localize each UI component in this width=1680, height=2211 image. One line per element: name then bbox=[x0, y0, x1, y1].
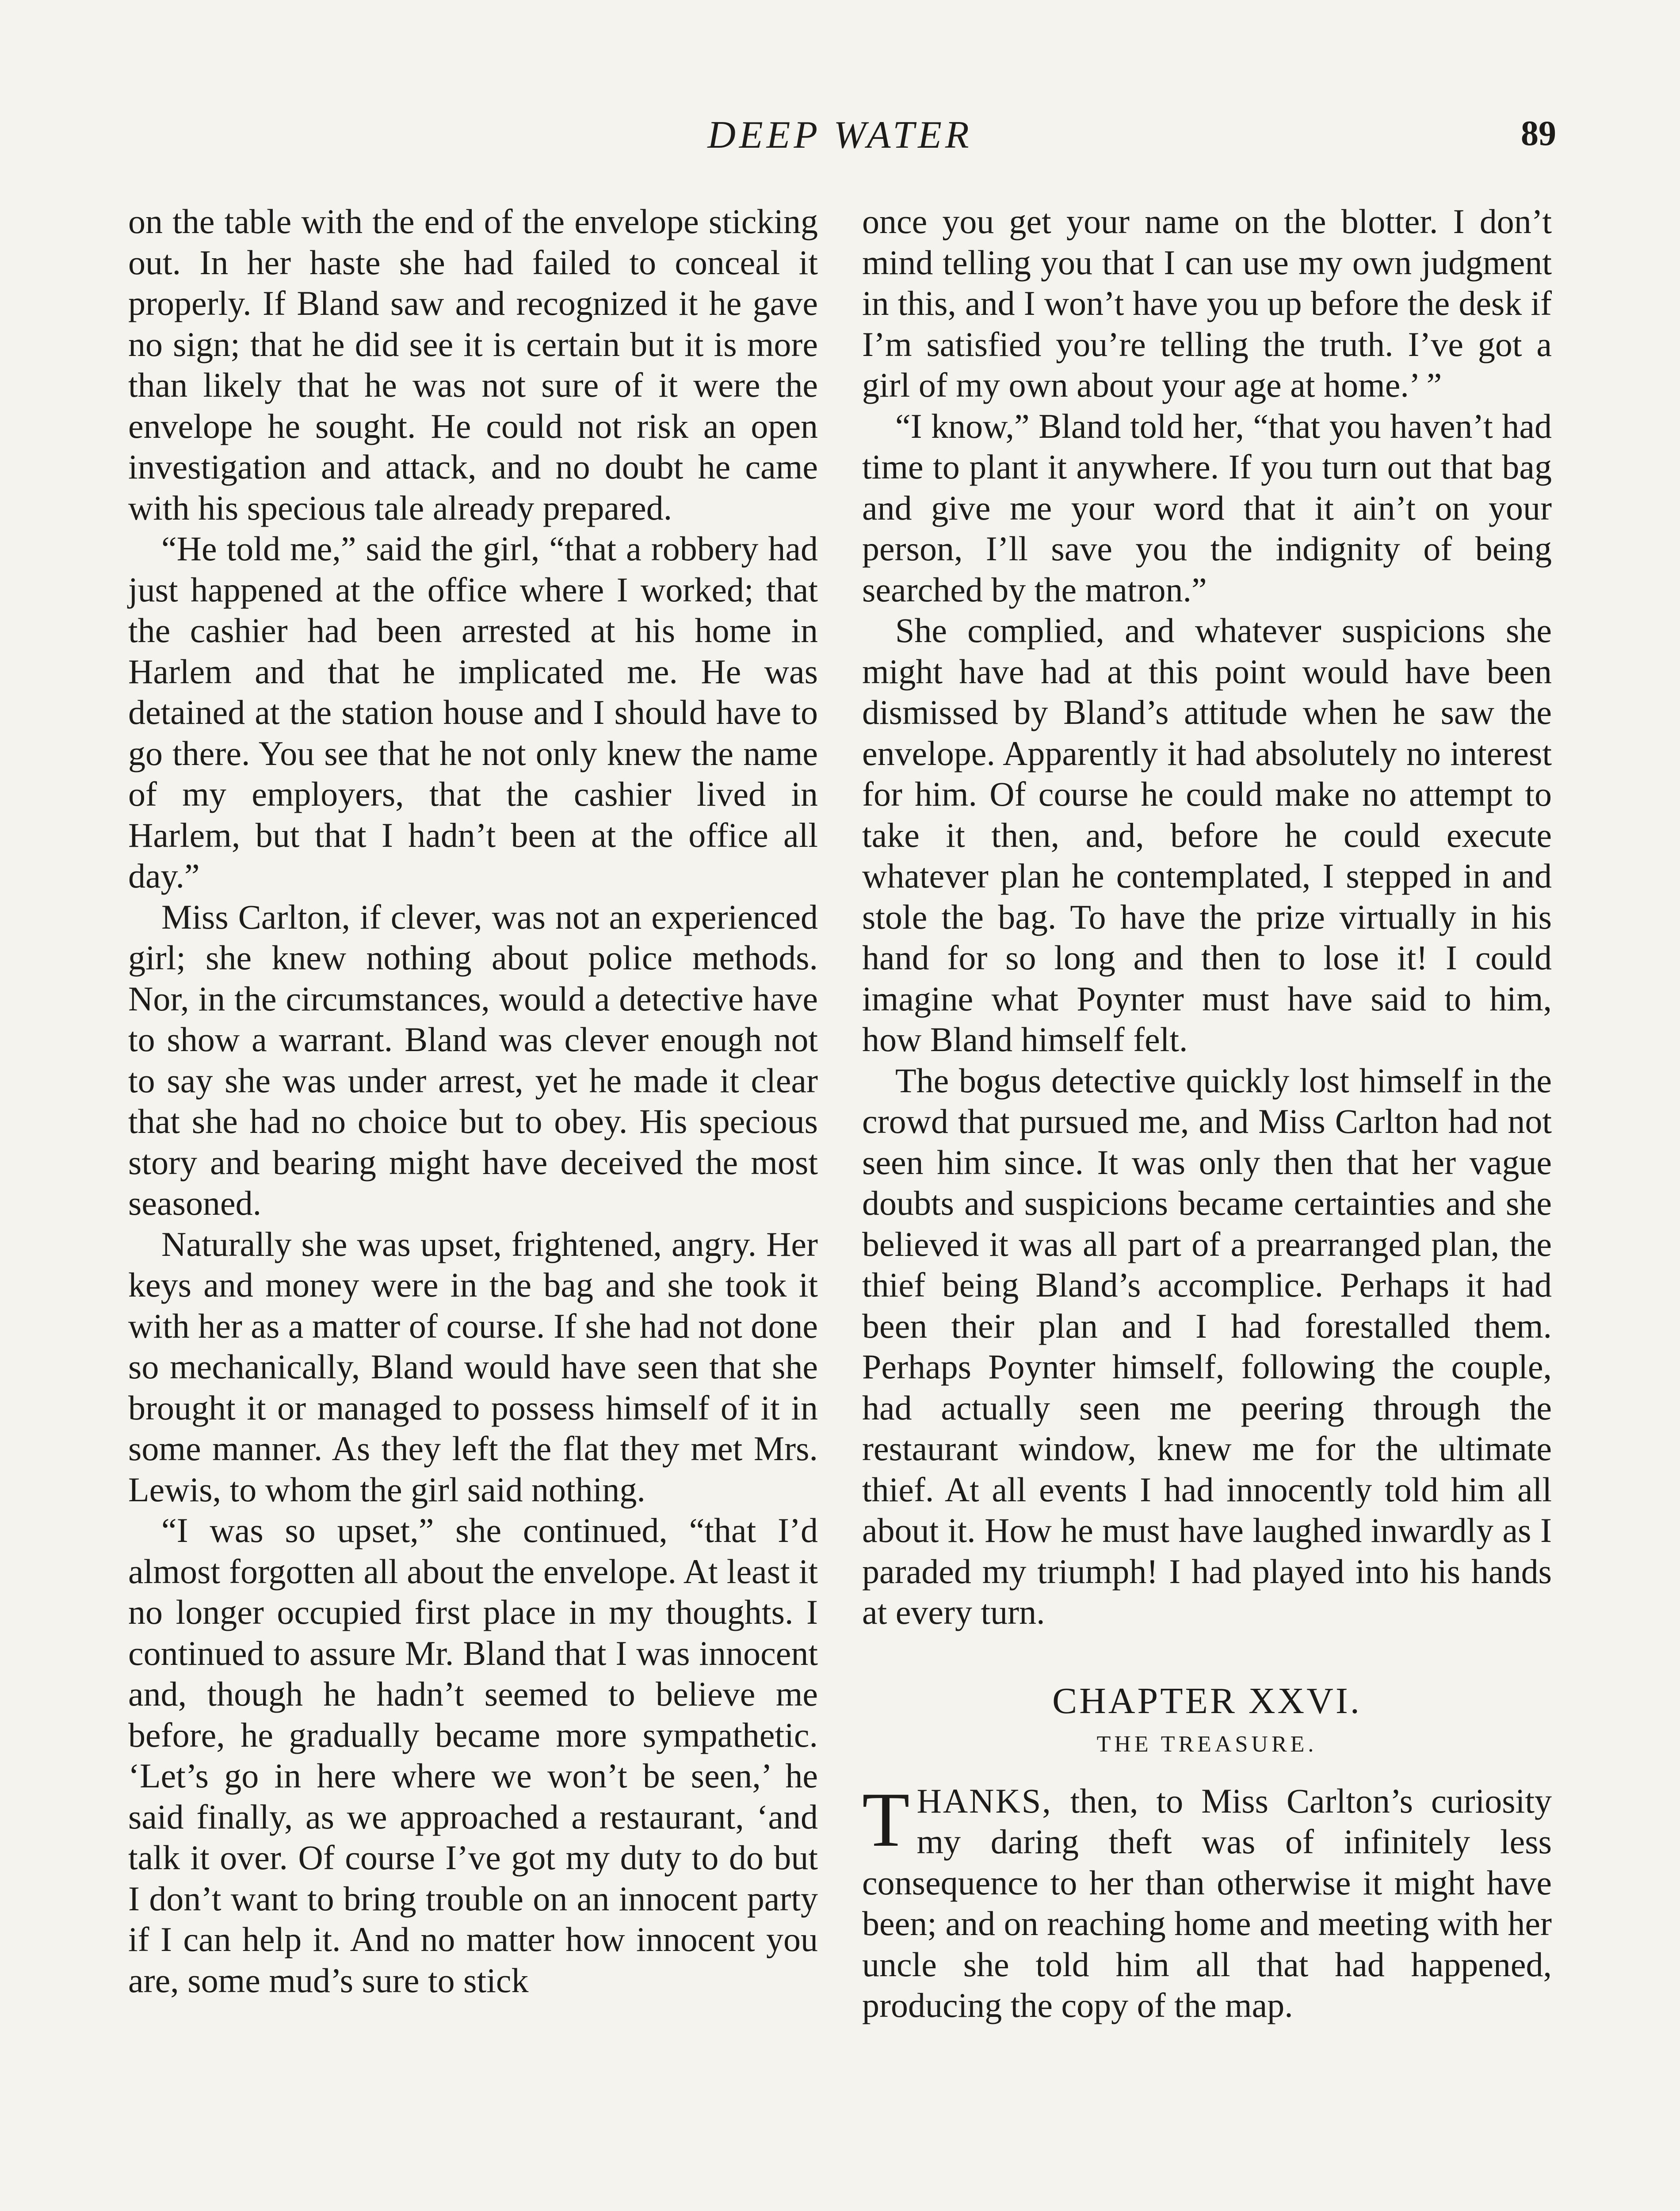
opening-text: then, to Miss Carlton’s curiosity my daring theft was of infinitely less consequence to her than otherwise it might have been; and on reaching home and meeting with her uncle she told him all that had happened, producing the copy of the map. bbox=[862, 1781, 1552, 2024]
left-column bbox=[128, 201, 818, 2001]
paragraph: She complied, and whatever suspicions she might have had at this point would have been dismissed by Bland’s attitude when he saw the envelope. Apparently it had absolutely no interest for him. Of course he could make no attempt to take it then, and, before he could execute whatever plan he contemplated, I stepped in and stole the bag. To have the prize virtually in his hand for so long and then to lose it! I could imagine what Poynter must have said to him, how Bland himself felt. bbox=[862, 611, 1552, 1059]
paragraph: Naturally she was upset, frightened, angry. Her keys and money were in the bag and she took it with her as a matter of course. If she had not done so mechanically, Bland would have seen that she brought it or managed to possess himself of it in some manner. As they left the flat they met Mrs. Lewis, to whom the girl said nothing. bbox=[128, 1224, 818, 1509]
paragraph: “He told me,” said the girl, “that a robbery had just happened at the office where I worked; that the cashier had been arrested at his home in Harlem and that he implicated me. He was detained at the station house and I should have to go there. You see that he not only knew the name of my employers, that the cashier lived in Harlem, but that I hadn’t been at the office all day.” bbox=[128, 529, 818, 895]
paragraph: on the table with the end of the envelope sticking out. In her haste she had failed to conceal it properly. If Bland saw and recognized it he gave no sign; that he did see it is certain but it is more than likely that he was not sure of it were the envelope he sought. He could not risk an open investigation and attack, and no doubt he came with his specious tale already prepared. bbox=[128, 202, 818, 527]
drop-cap: T bbox=[862, 1776, 910, 1863]
paragraph: once you get your name on the blotter. I don’t mind telling you that I can use my own judgment in this, and I won’t have you up before the desk if I’m satisfied you’re telling the truth. I’ve got a girl of my own about your age at home.’ ” bbox=[862, 202, 1552, 404]
page-number: 89 bbox=[1521, 114, 1556, 153]
paragraph: Miss Carlton, if clever, was not an experienced girl; she knew nothing about police methods. Nor, in the circumstances, would a detective have to show a warrant. Bland was clever enough not to say she was under arrest, yet he made it clear that she had no choice but to obey. His specious story and bearing might have deceived the most seasoned. bbox=[128, 897, 818, 1222]
chapter-heading: CHAPTER XXVI. bbox=[1052, 1680, 1362, 1721]
paragraph: “I was so upset,” she continued, “that I’d almost forgotten all about the envelope. At least it no longer occupied first place in my thoughts. I continued to assure Mr. Bland that I was innocent and, though he hadn’t seemed to believe me before, he gradually became more sympathetic. ‘Let’s go in here where we won’t be seen,’ he said finally, as we approached a restaurant, ‘and talk it over. Of course I’ve got my duty to do but I don’t want to bring trouble on an innocent party if I can help it. And no matter how innocent you are, some mud’s sure to stick bbox=[128, 1511, 818, 2000]
opening-word: HANKS, bbox=[916, 1781, 1052, 1820]
paragraph: “I know,” Bland told her, “that you haven’t had time to plant it anywhere. If you turn out that bag and give me your word that it ain’t on your person, I’ll save you the indignity of being searched by the matron.” bbox=[862, 406, 1552, 609]
running-title: DEEP WATER bbox=[707, 114, 973, 157]
right-column bbox=[862, 201, 1552, 2026]
chapter-subtitle: THE TREASURE. bbox=[1096, 1731, 1317, 1757]
chapter-opening-paragraph bbox=[862, 1776, 1552, 2026]
paragraph: The bogus detective quickly lost himself in the crowd that pursued me, and Miss Carlton had not seen him since. It was only then that her vague doubts and suspicions became certainties and she believed it was all part of a prearranged plan, the thief being Bland’s accomplice. Perhaps it had been their plan and I had forestalled them. Perhaps Poynter himself, following the couple, had actually seen me peering through the restaurant window, knew me for the ultimate thief. At all events I had innocently told him all about it. How he must have laughed inwardly as I paraded my triumph! I had played into his hands at every turn. bbox=[862, 1061, 1552, 1631]
